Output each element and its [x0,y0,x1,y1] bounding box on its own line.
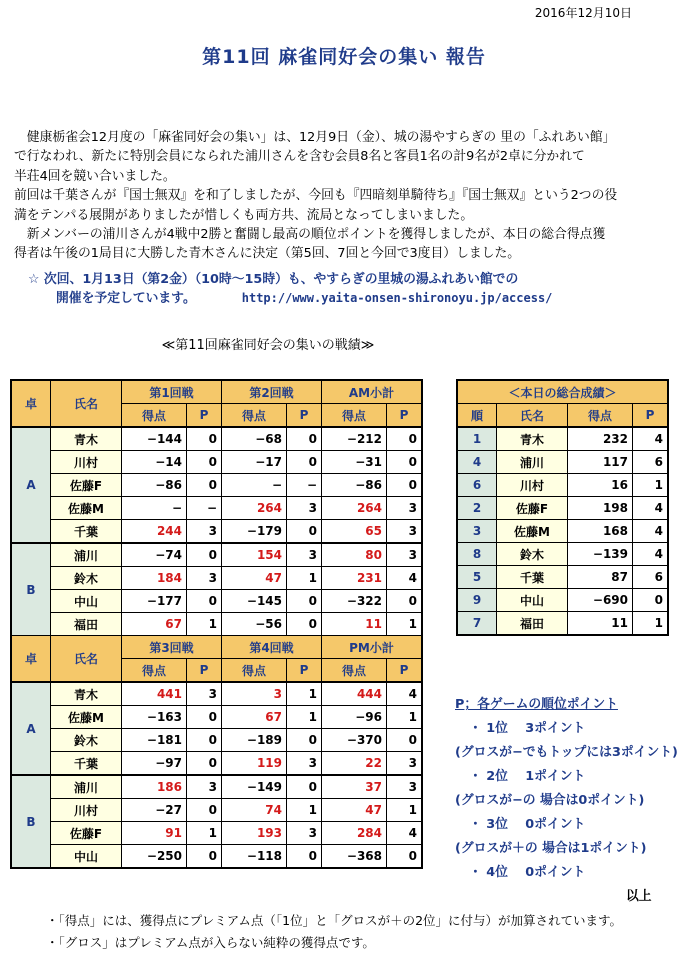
points-cell: 3 [387,775,423,799]
score-cell: −250 [122,845,187,869]
player-name: 鈴木 [497,543,568,566]
score-cell: 284 [322,822,387,845]
player-name: 鈴木 [51,567,122,590]
points-cell: 3 [187,520,222,544]
col-game-b: 第2回戦 [222,380,322,404]
score-cell: 16 [568,474,633,497]
score-cell: −118 [222,845,287,869]
report-date: 2016年12月10日 [534,6,632,20]
score-cell: −31 [322,451,387,474]
table-row [11,590,422,613]
legend-line: ・ 4位 0ポイント [469,865,586,880]
score-cell: 74 [222,799,287,822]
results-subtitle: ≪第11回麻雀同好会の集いの戦績≫ [161,338,375,353]
col-taku: 卓 [11,380,51,427]
points-cell: 6 [633,451,669,474]
score-cell: −74 [122,543,187,567]
intro-line: 新メンバーの浦川さんが4戦中2勝と奮闘し最高の順位ポイントを獲得しましたが、本日の総合得点獲 [14,227,606,243]
points-cell: 0 [287,775,322,799]
score-cell: 47 [222,567,287,590]
score-cell: −27 [122,799,187,822]
score-cell: 65 [322,520,387,544]
score-cell: −370 [322,729,387,752]
player-name: 青木 [51,427,122,451]
col-score: 得点 [222,404,287,428]
points-cell: 4 [387,822,423,845]
points-cell: 0 [287,451,322,474]
score-cell: 168 [568,520,633,543]
points-cell: 0 [387,845,423,869]
legend-line: (グロスが−でもトップには3ポイント) [455,745,678,760]
points-cell: 0 [187,543,222,567]
player-name: 青木 [497,427,568,451]
legend-line: (グロスが−の 場合は0ポイント) [455,793,645,808]
col-points: P [387,659,423,683]
score-cell: 117 [568,451,633,474]
player-name: 中山 [51,845,122,869]
score-cell: 186 [122,775,187,799]
col-rank: 順 [457,404,497,428]
score-cell: 193 [222,822,287,845]
ranking-row [457,566,668,589]
points-cell: 0 [187,706,222,729]
points-legend [455,693,685,885]
score-cell: 264 [322,497,387,520]
points-cell: 1 [187,613,222,636]
points-cell: 0 [187,845,222,869]
legend-line: ・ 1位 3ポイント [469,721,586,736]
legend-line: ・ 2位 1ポイント [469,769,586,784]
col-game-b: 第4回戦 [222,636,322,659]
footnotes [46,910,622,954]
points-cell: 1 [633,612,669,636]
score-cell: 232 [568,427,633,451]
score-cell: −144 [122,427,187,451]
score-cell: 80 [322,543,387,567]
rank-cell: 8 [457,543,497,566]
points-cell: 3 [287,497,322,520]
player-name: 川村 [51,451,122,474]
col-points: P [387,404,423,428]
score-cell: 231 [322,567,387,590]
points-cell: 0 [187,451,222,474]
ranking-title: ＜本日の総合成績＞ [457,380,668,404]
score-cell: 444 [322,682,387,706]
col-taku: 卓 [11,636,51,683]
header-row [11,636,422,659]
ranking-row [457,427,668,451]
player-name: 浦川 [51,775,122,799]
points-cell: 1 [287,799,322,822]
score-cell: −189 [222,729,287,752]
page-title: 第11回 麻雀同好会の集い 報告 [202,46,486,68]
col-points: P [633,404,669,428]
taku-label: B [11,543,51,636]
score-cell: 154 [222,543,287,567]
score-cell: −322 [322,590,387,613]
intro-line: 健康栃雀会12月度の「麻雀同好会の集い」は、12月9日（金）、城の湯やすらぎの 里の「ふれあい館」 [14,130,616,145]
intro-line: 満をテンパる展開がありましたが惜しくも両方共、流局となってしまいました。 [14,207,474,223]
rank-cell: 2 [457,497,497,520]
ranking-row [457,612,668,636]
table-row [11,543,422,567]
score-cell: −86 [322,474,387,497]
intro-line: で行なわれ、新たに特別会員になられた浦川さんを含む会員8名と客員1名の計9名が2卓に分かれて [14,149,585,165]
player-name: 福田 [51,613,122,636]
table-row [11,706,422,729]
score-cell: −212 [322,427,387,451]
points-cell: 1 [287,706,322,729]
points-cell: 0 [287,613,322,636]
points-cell: 4 [633,427,669,451]
table-row [11,845,422,869]
table-row [11,497,422,520]
intro-line: 得者は午後の1局目に大勝した青木さんに決定（第5回、7回と今回で3度目）しました。 [14,246,521,262]
points-cell: 1 [187,822,222,845]
points-cell: 6 [633,566,669,589]
points-cell: 0 [287,729,322,752]
score-cell: −179 [222,520,287,544]
player-name: 佐藤M [51,497,122,520]
venue-link[interactable]: http://www.yaita-onsen-shironoyu.jp/access/ [241,291,553,305]
table-row [11,799,422,822]
ranking-title-row [457,380,668,404]
points-cell: 3 [387,497,423,520]
col-game-a: 第3回戦 [122,636,222,659]
col-score: 得点 [322,404,387,428]
table-row [11,474,422,497]
score-cell: 11 [568,612,633,636]
legend-end: 以上 [626,889,652,904]
points-cell: 0 [187,799,222,822]
legend-line: (グロスが＋の 場合は1ポイント) [455,841,647,856]
table-row [11,427,422,451]
score-cell: −690 [568,589,633,612]
points-cell: 3 [387,520,423,544]
points-cell: 1 [287,567,322,590]
score-cell: −56 [222,613,287,636]
points-cell: 0 [387,427,423,451]
ranking-row [457,497,668,520]
player-name: 佐藤F [51,474,122,497]
score-cell: 67 [122,613,187,636]
header-row [457,404,668,428]
score-cell: −96 [322,706,387,729]
player-name: 千葉 [51,752,122,776]
points-cell: 3 [387,752,423,776]
points-cell: 3 [287,822,322,845]
col-points: P [187,404,222,428]
taku-label: A [11,427,51,543]
points-cell: 0 [187,474,222,497]
col-subtotal: AM小計 [322,380,423,404]
score-cell: −139 [568,543,633,566]
score-cell: 22 [322,752,387,776]
table-row [11,752,422,776]
score-cell: −145 [222,590,287,613]
rank-cell: 9 [457,589,497,612]
points-cell: 1 [387,706,423,729]
player-name: 鈴木 [51,729,122,752]
points-cell: 1 [287,682,322,706]
col-subtotal: PM小計 [322,636,423,659]
next-meeting-notice [28,270,668,308]
points-cell: 4 [633,497,669,520]
points-cell: − [187,497,222,520]
overall-ranking-table [456,379,669,636]
col-name: 氏名 [497,404,568,428]
rank-cell: 6 [457,474,497,497]
player-name: 千葉 [51,520,122,544]
score-cell: −97 [122,752,187,776]
results-table [10,379,423,869]
score-cell: 184 [122,567,187,590]
score-cell: 67 [222,706,287,729]
table-row [11,567,422,590]
player-name: 福田 [497,612,568,636]
points-cell: 0 [287,520,322,544]
rank-cell: 5 [457,566,497,589]
legend-line: ・ 3位 0ポイント [469,817,586,832]
score-cell: −181 [122,729,187,752]
score-cell: 441 [122,682,187,706]
score-cell: −368 [322,845,387,869]
points-cell: 3 [187,682,222,706]
footnote: ・「得点」には、獲得点にプレミアム点（「1位」と「グロスが＋の2位」に付与）が加算されています。 [46,913,623,928]
col-points: P [287,404,322,428]
points-cell: 3 [387,543,423,567]
notice-text: 開催を予定しています。 [56,291,196,306]
rank-cell: 7 [457,612,497,636]
points-cell: 0 [387,451,423,474]
score-cell: −177 [122,590,187,613]
col-score: 得点 [568,404,633,428]
player-name: 浦川 [497,451,568,474]
points-cell: 0 [187,752,222,776]
ranking-row [457,474,668,497]
table-row [11,520,422,544]
score-cell: 87 [568,566,633,589]
points-cell: 1 [387,799,423,822]
score-cell: 119 [222,752,287,776]
player-name: 中山 [497,589,568,612]
points-cell: 3 [187,775,222,799]
score-cell: 264 [222,497,287,520]
table-row [11,822,422,845]
rank-cell: 4 [457,451,497,474]
score-cell: −86 [122,474,187,497]
points-cell: 3 [287,752,322,776]
ranking-row [457,543,668,566]
player-name: 浦川 [51,543,122,567]
table-row [11,613,422,636]
col-score: 得点 [322,659,387,683]
points-cell: 4 [387,682,423,706]
ranking-row [457,451,668,474]
legend-heading: P；各ゲームの順位ポイント [455,697,618,712]
player-name: 佐藤M [497,520,568,543]
table-row [11,775,422,799]
rank-cell: 1 [457,427,497,451]
intro-line: 前回は千葉さんが『国士無双』を和了しましたが、今回も『四暗刻単騎待ち』『国士無双』という2つの役 [14,188,618,204]
col-name: 氏名 [51,636,122,683]
rank-cell: 3 [457,520,497,543]
table-row [11,451,422,474]
col-score: 得点 [122,659,187,683]
player-name: 佐藤M [51,706,122,729]
score-cell: 198 [568,497,633,520]
points-cell: 1 [387,613,423,636]
points-cell: 0 [633,589,669,612]
score-cell: 11 [322,613,387,636]
col-name: 氏名 [51,380,122,427]
taku-label: B [11,775,51,868]
score-cell: − [122,497,187,520]
col-points: P [287,659,322,683]
points-cell: − [287,474,322,497]
ranking-row [457,520,668,543]
points-cell: 0 [287,845,322,869]
points-cell: 0 [287,590,322,613]
footnote: ・「グロス」はプレミアム点が入らない純粋の獲得点です。 [46,935,375,950]
score-cell: − [222,474,287,497]
ranking-row [457,589,668,612]
player-name: 佐藤F [497,497,568,520]
table-row [11,682,422,706]
points-cell: 0 [387,474,423,497]
score-cell: 37 [322,775,387,799]
player-name: 川村 [497,474,568,497]
col-score: 得点 [222,659,287,683]
player-name: 青木 [51,682,122,706]
points-cell: 0 [287,427,322,451]
points-cell: 3 [287,543,322,567]
player-name: 中山 [51,590,122,613]
score-cell: −149 [222,775,287,799]
table-row [11,729,422,752]
intro-line: 半荘4回を競い合いました。 [14,168,176,184]
header-row [11,380,422,404]
points-cell: 3 [187,567,222,590]
notice-line-2 [28,289,668,308]
score-cell: −14 [122,451,187,474]
player-name: 佐藤F [51,822,122,845]
col-game-a: 第1回戦 [122,380,222,404]
points-cell: 0 [387,729,423,752]
player-name: 千葉 [497,566,568,589]
col-score: 得点 [122,404,187,428]
points-cell: 0 [187,427,222,451]
points-cell: 4 [633,543,669,566]
taku-label: A [11,682,51,775]
score-cell: 244 [122,520,187,544]
notice-line-1: ☆ 次回、1月13日（第2金）（10時〜15時）も、やすらぎの里城の湯ふれあい館での [28,272,519,287]
score-cell: −17 [222,451,287,474]
intro-text [14,128,662,264]
score-cell: −68 [222,427,287,451]
points-cell: 1 [633,474,669,497]
points-cell: 0 [387,590,423,613]
score-cell: −163 [122,706,187,729]
score-cell: 91 [122,822,187,845]
score-cell: 3 [222,682,287,706]
points-cell: 0 [187,590,222,613]
points-cell: 4 [387,567,423,590]
col-points: P [187,659,222,683]
points-cell: 4 [633,520,669,543]
points-cell: 0 [187,729,222,752]
player-name: 川村 [51,799,122,822]
score-cell: 47 [322,799,387,822]
